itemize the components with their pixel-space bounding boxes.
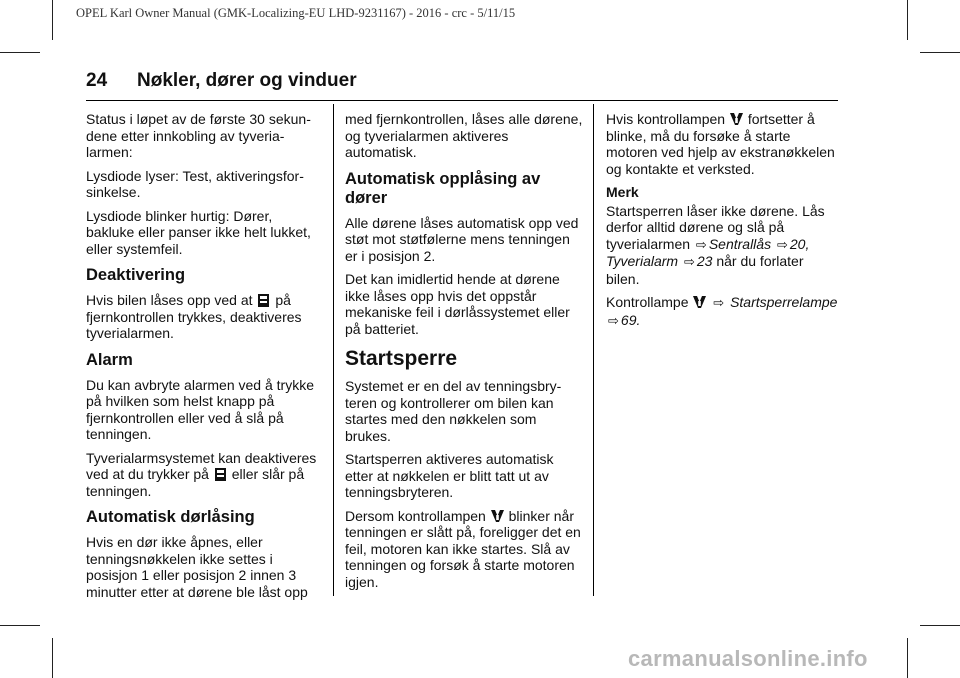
column-divider <box>333 104 334 596</box>
paragraph: Status i løpet av de første 30 sekundene etter innkobling av tyverialarmen: <box>86 111 311 160</box>
crop-mark <box>0 625 40 626</box>
crop-mark <box>52 0 53 40</box>
immobiliser-lamp-icon <box>730 113 743 126</box>
reference-arrow-icon: ⇨ <box>608 312 619 328</box>
text-span: Hvis kontrollampen <box>606 111 726 127</box>
unlock-button-icon <box>258 294 269 307</box>
reference-arrow-icon: ⇨ <box>776 236 788 252</box>
crop-mark <box>907 0 908 40</box>
paragraph: med fjernkontrollen, låses alle dørene, og tyverialarmen aktiveres automatisk. <box>345 111 583 160</box>
text-span: Kontrollampe <box>606 294 689 310</box>
crop-mark <box>920 52 960 53</box>
paragraph <box>606 203 838 288</box>
paragraph <box>86 450 324 500</box>
paragraph: Startsperren aktiveres automatisk etter at nøkkelen er blitt tatt ut av tenningsbryteren. <box>345 451 554 500</box>
chapter-heading: Startsperre <box>345 347 458 370</box>
paragraph: Lysdiode blinker hurtig: Dører, bakluke eller panser ikke helt lukket, eller systemfeil. <box>86 207 311 257</box>
text-span: fortsetter å blinke, må du forsøke å starte motoren ved hjelp av ekstranøkkelen og kontakte et verksted. <box>606 111 835 177</box>
page-number: 24 <box>86 70 108 91</box>
punctuation: . <box>636 311 641 328</box>
paragraph: Alle dørene låses automatisk opp ved støt mot støtfølerne mens tenningen er i posisjon 2. <box>345 214 579 264</box>
reference-arrow-icon: ⇨ <box>695 236 707 252</box>
text-span: Startsperren låser ikke dørene. Lås derfor alltid dørene og slå på tyverialarmen <box>606 202 825 252</box>
reference-page[interactable]: 20 <box>789 235 806 252</box>
section-heading: Automatisk dørlåsing <box>86 508 255 526</box>
paragraph: Det kan imidlertid hende at dørene ikke låses opp hvis det oppstår mekaniske feil i dørlåssystemet eller på batteriet. <box>345 271 570 337</box>
reference-page[interactable]: 23 <box>696 253 713 269</box>
page-title: Nøkler, dører og vinduer <box>137 70 357 91</box>
column-2 <box>345 111 583 597</box>
column-3 <box>606 111 838 336</box>
immobiliser-lamp-icon <box>693 296 706 309</box>
reference-page[interactable]: 69 <box>620 311 637 328</box>
section-heading: Deaktivering <box>86 266 186 284</box>
crop-mark <box>920 625 960 626</box>
paragraph <box>606 111 838 177</box>
paragraph <box>606 294 838 329</box>
cross-reference[interactable]: Sentrallås <box>708 235 772 252</box>
text-span: når du forlater bilen. <box>606 253 804 287</box>
column-1 <box>86 111 324 607</box>
reference-arrow-icon: ⇨ <box>683 254 695 269</box>
crop-mark <box>0 52 40 53</box>
reference-arrow-icon: ⇨ <box>713 295 725 310</box>
paragraph: Lysdiode lyser: Test, aktiveringsforsinkelse. <box>86 167 304 200</box>
text-span: Tyverialarmsystemet kan deaktiveres ved at du trykker på <box>86 449 317 482</box>
paragraph <box>86 292 324 342</box>
text-span: blinker når tenningen er slått på, foreligger det en feil, motoren kan ikke startes. Slå av tenningen og forsøk å starte motoren igjen. <box>345 507 581 590</box>
section-heading: Alarm <box>86 350 133 369</box>
text-span: på fjernkontrollen trykkes, deaktiveres tyverialarmen. <box>86 292 302 341</box>
immobiliser-lamp-icon <box>491 510 504 523</box>
paragraph: Du kan avbryte alarmen ved å trykke på hvilken som helst knapp på fjernkontrollen eller ved å slå på tenningen. <box>86 376 314 442</box>
watermark: carmanualsonline.info <box>628 646 868 671</box>
column-divider <box>593 104 594 596</box>
paragraph <box>345 508 583 591</box>
note-label: Merk <box>606 184 639 200</box>
punctuation: , <box>805 235 810 252</box>
crop-mark <box>907 638 908 678</box>
unlock-button-icon <box>215 468 226 481</box>
text-span: Dersom kontrollampen <box>345 507 486 524</box>
section-heading: Automatisk opplåsing av dører <box>345 169 541 207</box>
paragraph: Hvis en dør ikke åpnes, eller tenningsnøkkelen ikke settes i posisjon 1 eller posisjon 2 innen 3 minutter etter at dørene ble låst opp <box>86 534 308 600</box>
crop-mark <box>52 638 53 678</box>
cross-reference[interactable]: Tyverialarm <box>606 253 679 269</box>
page-title-row <box>86 70 838 101</box>
text-span: Hvis bilen låses opp ved at <box>86 292 253 308</box>
paragraph: Systemet er en del av tenningsbryteren og kontrollerer om bilen kan startes med den nøkkelen som brukes. <box>345 378 562 444</box>
text-span: eller slår på tenningen. <box>86 466 305 499</box>
document-header: OPEL Karl Owner Manual (GMK-Localizing-EU LHD-9231167) - 2016 - crc - 5/11/15 <box>76 6 516 20</box>
cross-reference[interactable]: Startsperrelampe <box>730 294 838 310</box>
